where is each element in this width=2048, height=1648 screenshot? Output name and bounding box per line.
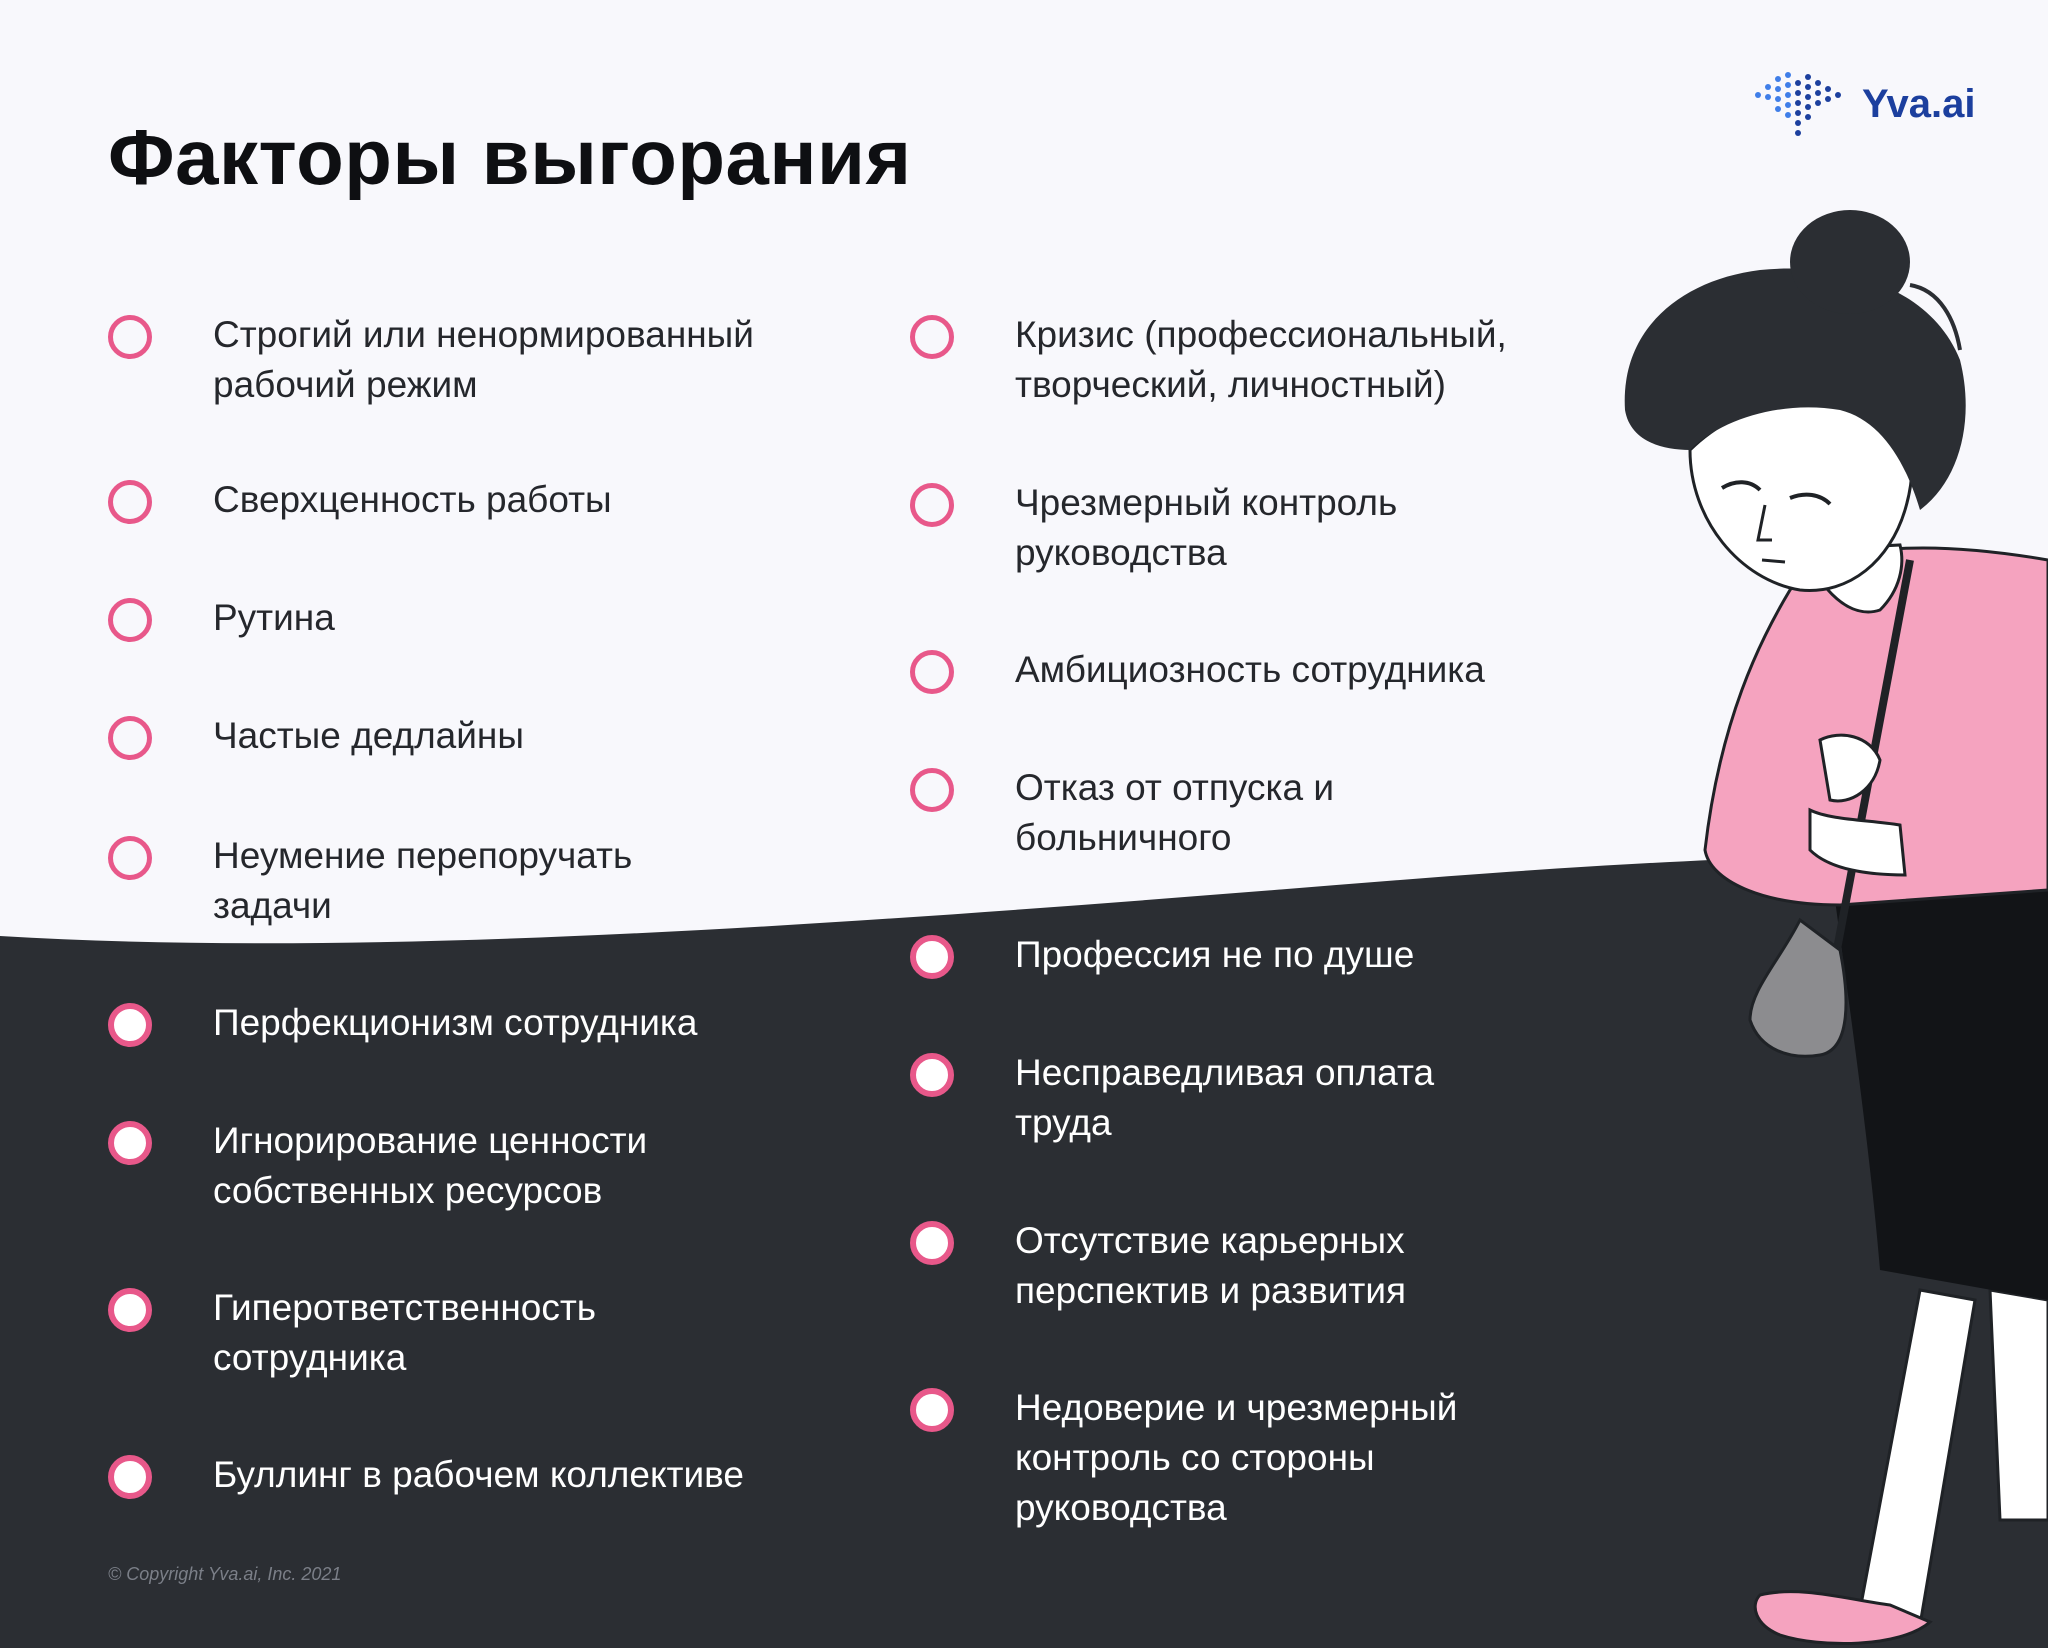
- factor-label: Сверхценность работы: [213, 479, 612, 520]
- factor-label: Игнорирование ценности собственных ресурсов: [213, 1120, 648, 1211]
- circle-bullet-icon: [910, 768, 954, 812]
- factor-label: Неумение перепоручать задачи: [213, 835, 633, 926]
- circle-bullet-icon: [108, 315, 152, 359]
- page-title: Факторы выгорания: [108, 113, 912, 201]
- circle-bullet-icon: [108, 1288, 152, 1332]
- logo: [1752, 64, 1975, 144]
- factor-label: Недоверие и чрезмерный контроль со стороны руководства: [1015, 1387, 1458, 1528]
- tired-woman-illustration: [1600, 200, 2048, 1648]
- circle-bullet-icon: [108, 598, 152, 642]
- circle-bullet-icon: [910, 1053, 954, 1097]
- circle-bullet-icon: [108, 1455, 152, 1499]
- factor-label: Отсутствие карьерных перспектив и развития: [1015, 1220, 1407, 1311]
- circle-bullet-icon: [910, 935, 954, 979]
- circle-bullet-icon: [108, 836, 152, 880]
- circle-bullet-icon: [910, 483, 954, 527]
- factor-label: Несправедливая оплата труда: [1015, 1052, 1435, 1143]
- circle-bullet-icon: [108, 480, 152, 524]
- factor-label: Рутина: [213, 597, 335, 638]
- factor-label: Амбициозность сотрудника: [1015, 649, 1485, 690]
- logo-text: Yva.ai: [1862, 81, 1976, 126]
- factor-label: Буллинг в рабочем коллективе: [213, 1454, 744, 1495]
- factor-label: Кризис (профессиональный, творческий, личностный): [1015, 314, 1507, 405]
- factor-label: Отказ от отпуска и больничного: [1015, 767, 1334, 858]
- copyright: © Copyright Yva.ai, Inc. 2021: [108, 1564, 342, 1584]
- factor-label: Гиперответственность сотрудника: [213, 1287, 597, 1378]
- factor-label: Перфекционизм сотрудника: [213, 1002, 698, 1043]
- factor-label: Чрезмерный контроль руководства: [1015, 482, 1398, 573]
- circle-bullet-icon: [910, 1388, 954, 1432]
- circle-bullet-icon: [910, 315, 954, 359]
- circle-bullet-icon: [108, 1121, 152, 1165]
- circle-bullet-icon: [910, 650, 954, 694]
- dots-heart-logo-icon: [1752, 67, 1848, 141]
- circle-bullet-icon: [108, 716, 152, 760]
- factor-label: Профессия не по душе: [1015, 934, 1415, 975]
- factor-label: Строгий или ненормированный рабочий режим: [213, 314, 754, 405]
- factor-label: Частые дедлайны: [213, 715, 524, 756]
- circle-bullet-icon: [910, 1221, 954, 1265]
- circle-bullet-icon: [108, 1003, 152, 1047]
